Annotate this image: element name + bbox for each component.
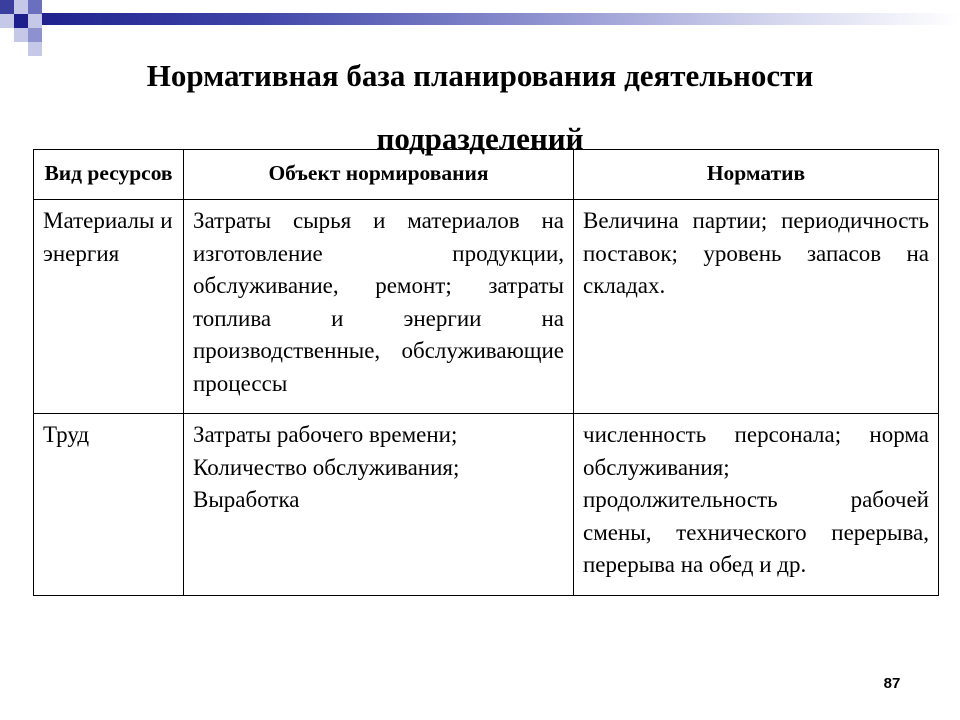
table-row bbox=[34, 200, 939, 414]
table-row bbox=[34, 414, 939, 596]
decor-square bbox=[28, 14, 42, 28]
cell-object: Затраты сырья и материалов на изготовление продукции, обслуживание, ремонт; затраты топлива и энергии на производственные, обслуживающие процессы bbox=[184, 200, 574, 414]
table-header-row bbox=[34, 150, 939, 200]
header-object: Объект нормирования bbox=[184, 150, 574, 200]
cell-resource: Материалы и энергия bbox=[34, 200, 184, 414]
page-number: 87 bbox=[883, 675, 901, 692]
slide-title: Нормативная база планирования деятельности подразделений bbox=[146, 58, 814, 156]
norms-table bbox=[33, 149, 939, 596]
decor-square bbox=[0, 14, 14, 28]
cell-object: Затраты рабочего времени; Количество обслуживания; Выработка bbox=[184, 414, 574, 596]
cell-resource: Труд bbox=[34, 414, 184, 596]
decor-square bbox=[14, 28, 28, 42]
cell-norm: численность персонала; норма обслуживания; продолжительность рабочей смены, технического перерыва, перерыва на обед и др. bbox=[574, 414, 939, 596]
decor-square bbox=[14, 14, 28, 28]
header-norm: Норматив bbox=[574, 150, 939, 200]
decor-square bbox=[14, 0, 28, 14]
decor-square bbox=[28, 28, 42, 42]
decor-square bbox=[28, 0, 42, 14]
header-resource: Вид ресурсов bbox=[34, 150, 184, 200]
decor-square bbox=[0, 0, 14, 14]
cell-norm: Величина партии; периодичность поставок; уровень запасов на складах. bbox=[574, 200, 939, 414]
gradient-bar bbox=[22, 13, 960, 25]
